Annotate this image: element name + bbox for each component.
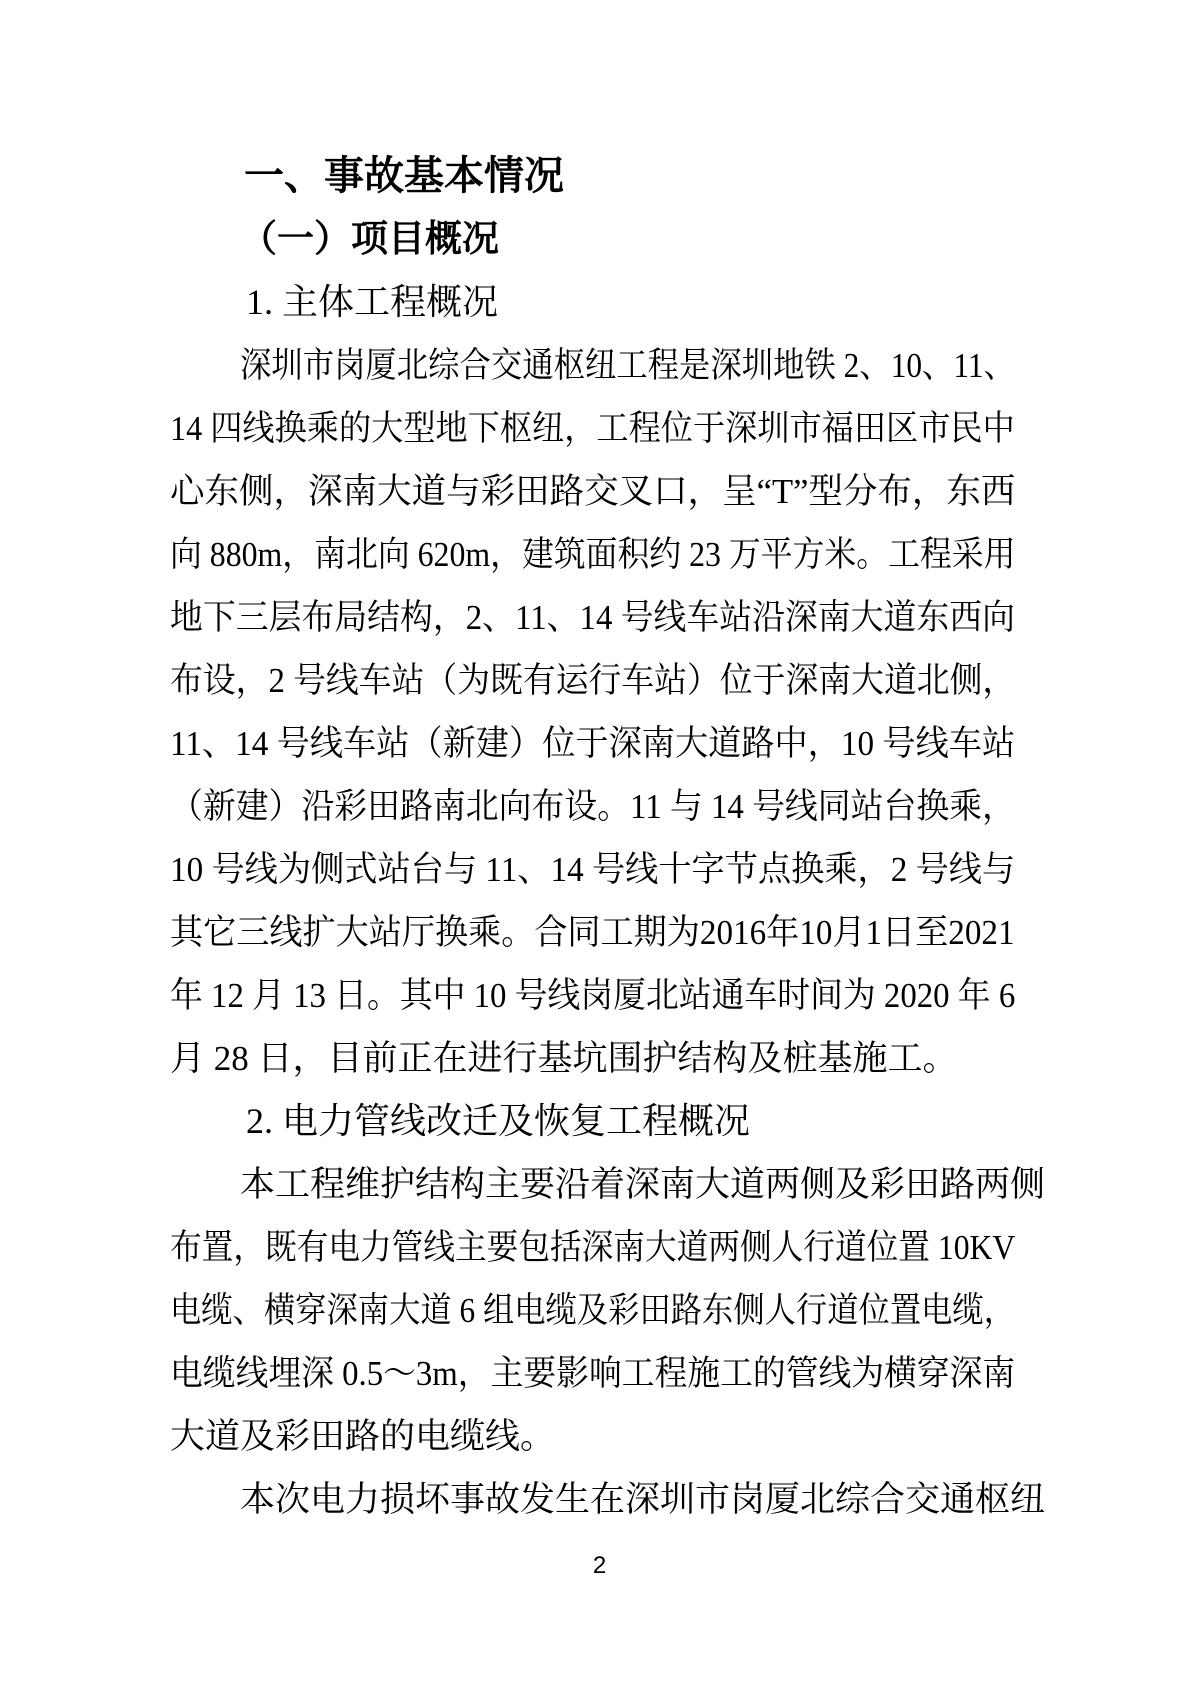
document-content	[170, 145, 1046, 1531]
doc-line-text: 大道及彩田路的电缆线。	[170, 1417, 556, 1456]
doc-line-text: 布置，既有电力管线主要包括深南大道两侧人行道位置 10KV	[170, 1228, 1016, 1267]
doc-line-text: 一、事故基本情况	[244, 154, 564, 198]
paragraph-line	[170, 1027, 1015, 1090]
paragraph-line	[170, 586, 1015, 649]
paragraph-line	[170, 838, 1015, 901]
doc-line-text: 14 四线换乘的大型地下枢纽，工程位于深圳市福田区市民中	[170, 409, 1015, 448]
paragraph-line	[170, 397, 1015, 460]
doc-line-text: 布设，2 号线车站（为既有运行车站）位于深南大道北侧，	[170, 661, 1016, 700]
doc-line-text: 其它三线扩大站厅换乘。合同工期为2016年10月1日至2021	[170, 913, 1015, 952]
doc-line-text: 月 28 日，目前正在进行基坑围护结构及桩基施工。	[170, 1039, 958, 1078]
paragraph-line	[170, 964, 1015, 1027]
paragraph-line	[170, 649, 1015, 712]
doc-line-text: （一）项目概况	[240, 219, 499, 260]
doc-line-text: 2. 电力管线改迁及恢复工程概况	[246, 1101, 751, 1141]
doc-line-text: 深圳市岗厦北综合交通枢纽工程是深圳地铁 2、10、11、	[240, 346, 1015, 385]
paragraph-line	[170, 1342, 1015, 1405]
paragraph-line	[170, 334, 1015, 397]
doc-line-text: （新建）沿彩田路南北向布设。11 与 14 号线同站台换乘，	[170, 787, 1015, 826]
paragraph-line	[170, 1153, 1046, 1216]
paragraph-line	[170, 1279, 1015, 1342]
doc-line-text: 电缆线埋深 0.5～3m，主要影响工程施工的管线为横穿深南	[170, 1354, 1016, 1393]
doc-line-text: 本次电力损坏事故发生在深圳市岗厦北综合交通枢纽	[240, 1480, 1046, 1519]
item-heading	[170, 271, 1015, 334]
doc-line-text: 地下三层布局结构，2、11、14 号线车站沿深南大道东西向	[170, 598, 1015, 637]
doc-line-text: 10 号线为侧式站台与 11、14 号线十字节点换乘，2 号线与	[170, 850, 1016, 889]
paragraph-line	[170, 523, 1015, 586]
paragraph-line	[170, 901, 1015, 964]
doc-line-text: 向 880m，南北向 620m，建筑面积约 23 万平方米。工程采用	[170, 535, 1016, 574]
subsection-heading	[170, 208, 1015, 271]
doc-line-text: 心东侧，深南大道与彩田路交叉口，呈“T”型分布，东西	[170, 472, 1016, 511]
page-footer	[0, 1552, 1199, 1580]
doc-line-text: 本工程维护结构主要沿着深南大道两侧及彩田路两侧	[240, 1165, 1046, 1204]
page-number: 2	[592, 1552, 607, 1579]
paragraph-line	[170, 1216, 1015, 1279]
paragraph-line	[170, 1468, 1046, 1531]
paragraph-line	[170, 460, 1015, 523]
doc-line-text: 年 12 月 13 日。其中 10 号线岗厦北站通车时间为 2020 年 6	[170, 976, 1016, 1015]
paragraph-line	[170, 712, 1015, 775]
section-heading	[170, 145, 1015, 208]
doc-line-text: 11、14 号线车站（新建）位于深南大道路中，10 号线车站	[170, 724, 1016, 763]
paragraph-line	[170, 1405, 1015, 1468]
item-heading	[170, 1090, 1015, 1153]
doc-line-text: 电缆、横穿深南大道 6 组电缆及彩田路东侧人行道位置电缆，	[170, 1291, 1016, 1330]
doc-line-text: 1. 主体工程概况	[246, 282, 499, 322]
paragraph-line	[170, 775, 1015, 838]
